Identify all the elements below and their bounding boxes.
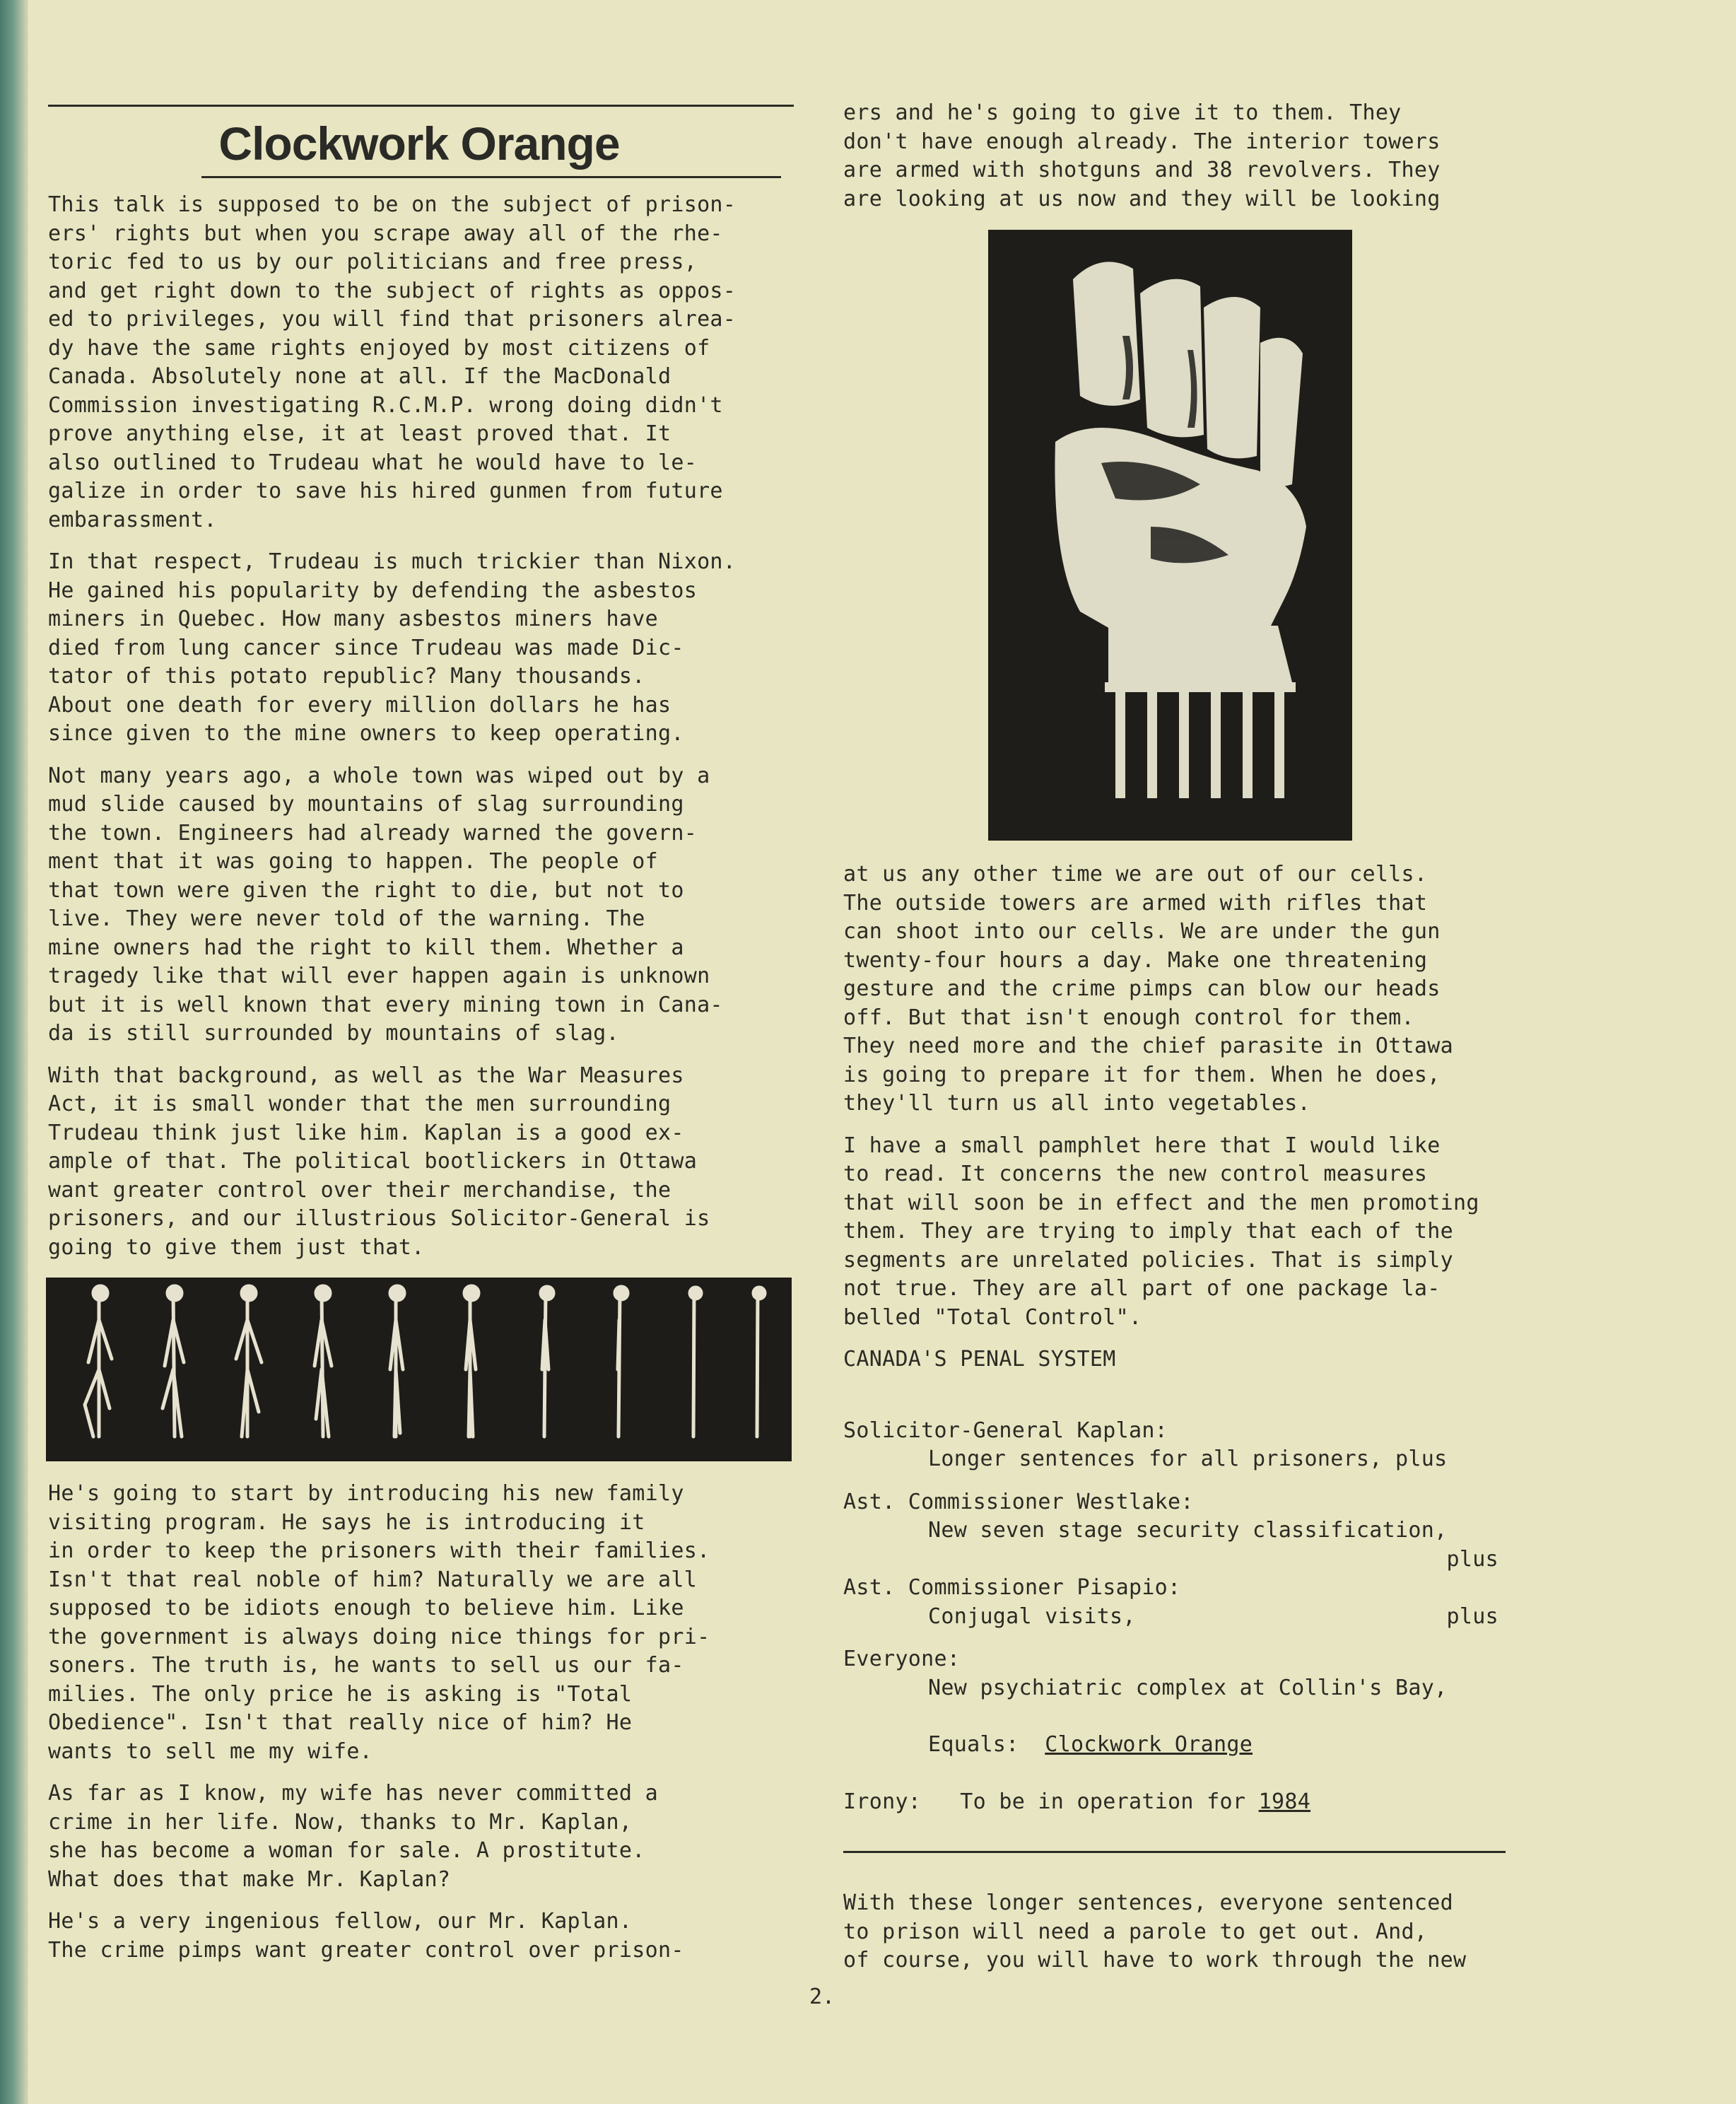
irony-label: Irony:: [843, 1789, 922, 1814]
paragraph: ers and he's going to give it to them. They don't have enough already. The interior towers are armed with shotguns and 38 revolvers. They are looking at us now and they will be looking: [843, 100, 1441, 211]
equals-line: [843, 1731, 1571, 1760]
paragraph: at us any other time we are out of our cells. The outside towers are armed with rifles that can shoot into our cells. We are under the gun twenty-four hours a day. Make one threatening gesture and the crime pimps can blow our heads off. But that isn't enough control for them. They need more and the chief parasite in Ottawa is going to prepare it for them. When he does, they'll turn us all into vegetables.: [843, 862, 1453, 1116]
kaplan-label: Solicitor-General Kaplan:: [843, 1418, 1168, 1443]
paragraph: As far as I know, my wife has never committed a crime in her life. Now, thanks to Mr. Kaplan, she has become a woman for sale. A prostitute. What does that make Mr. Kaplan?: [48, 1781, 658, 1892]
title-top-rule: [48, 105, 794, 107]
left-column-lower: [48, 1480, 790, 1978]
binding-edge: [0, 0, 28, 2104]
closing-rule: [843, 1851, 1506, 1853]
everyone-item: New psychiatric complex at Collin's Bay,: [928, 1675, 1448, 1700]
plus-label: plus: [1446, 1603, 1499, 1629]
article-title: Clockwork Orange: [218, 117, 620, 170]
paragraph: In that respect, Trudeau is much trickier than Nixon. He gained his popularity by defending the asbestos miners in Quebec. How many asbestos miners have died from lung cancer since Trudeau was made Dic- tator of this potato republic? Many thousands. About one death for every million dollars he has since given to the mine owners to keep operating.: [48, 549, 737, 746]
irony-year: 1984: [1258, 1789, 1311, 1814]
pisapio-label: Ast. Commissioner Pisapio:: [843, 1575, 1181, 1600]
kaplan-item: Longer sentences for all prisoners, plus: [928, 1446, 1448, 1471]
everyone-label: Everyone:: [843, 1647, 961, 1671]
page-number: 2.: [809, 1985, 835, 2009]
paragraph: He's a very ingenious fellow, our Mr. Kaplan. The crime pimps want greater control over prison-: [48, 1909, 684, 1963]
left-column: [48, 191, 790, 1275]
closing-paragraph-block: [843, 1889, 1571, 1989]
title-bottom-rule: [201, 176, 781, 178]
penal-system-list: [843, 1345, 1571, 1816]
walking-figure-filmstrip: [46, 1278, 792, 1461]
westlake-item: New seven stage security classification,: [928, 1518, 1448, 1543]
westlake-label: Ast. Commissioner Westlake:: [843, 1489, 1194, 1514]
penal-heading: CANADA'S PENAL SYSTEM: [843, 1347, 1116, 1372]
plus-label: plus: [1446, 1546, 1499, 1572]
pisapio-row: [843, 1603, 1571, 1632]
pisapio-item: Conjugal visits,: [928, 1603, 1136, 1629]
paragraph: I have a small pamphlet here that I would like to read. It concerns the new control measures that will soon be in effect and the men promoting them. They are trying to imply that each of the segments are unrelated policies. That is simply not true. They are all part of one package la- belled "Total Control".: [843, 1133, 1479, 1330]
paragraph: He's going to start by introducing his new family visiting program. He says he is introducing it in order to keep the prisoners with their families. Isn't that real noble of him? Naturally we are all supposed to be idiots enough to believe him. Like the government is always doing nice things for pri- soners. The truth is, he wants to sell us our fa- milies. The only price he is asking is "Total Obedience". Isn't that really nice of him? He wants to sell me my wife.: [48, 1481, 710, 1764]
equals-label: Equals:: [928, 1732, 1019, 1757]
irony-line: [843, 1788, 1571, 1817]
equals-value: Clockwork Orange: [1045, 1732, 1253, 1757]
closing-paragraph: With these longer sentences, everyone sentenced to prison will need a parole to get out. And, of course, you will have to work through the new: [843, 1890, 1467, 1972]
right-column-top: [843, 99, 1550, 227]
irony-text: To be in operation for: [960, 1789, 1246, 1814]
raised-fist-illustration: [988, 230, 1352, 841]
paragraph: This talk is supposed to be on the subject of prison- ers' rights but when you scrape away all of the rhe- toric fed to us by our politicians and free press, and get right down to the subject of rights as oppos- ed to privileges, you will find that prisoners alrea- dy have the same rights enjoyed by most citizens of Canada. Absolutely none at all. If the MacDonald Commission investigating R.C.M.P. wrong doing didn't prove anything else, it at least proved that. It also outlined to Trudeau what he would have to le- galize in order to save his hired gunmen from future embarassment.: [48, 192, 737, 532]
right-column-lower: [843, 860, 1571, 1816]
paragraph: With that background, as well as the War Measures Act, it is small wonder that the men surrounding Trudeau think just like him. Kaplan is a good ex- ample of that. The political bootlickers in Ottawa want greater control over their merchandise, the prisoners, and our illustrious Solicitor-General is going to give them just that.: [48, 1063, 710, 1260]
paragraph: Not many years ago, a whole town was wiped out by a mud slide caused by mountains of slag surrounding the town. Engineers had already warned the govern- ment that it was going to happen. The people of that town were given the right to die, but not to live. They were never told of the warning. The mine owners had the right to kill them. Whether a tragedy like that will ever happen again is unknown but it is well known that every mining town in Cana- da is still surrounded by mountains of slag.: [48, 763, 723, 1046]
